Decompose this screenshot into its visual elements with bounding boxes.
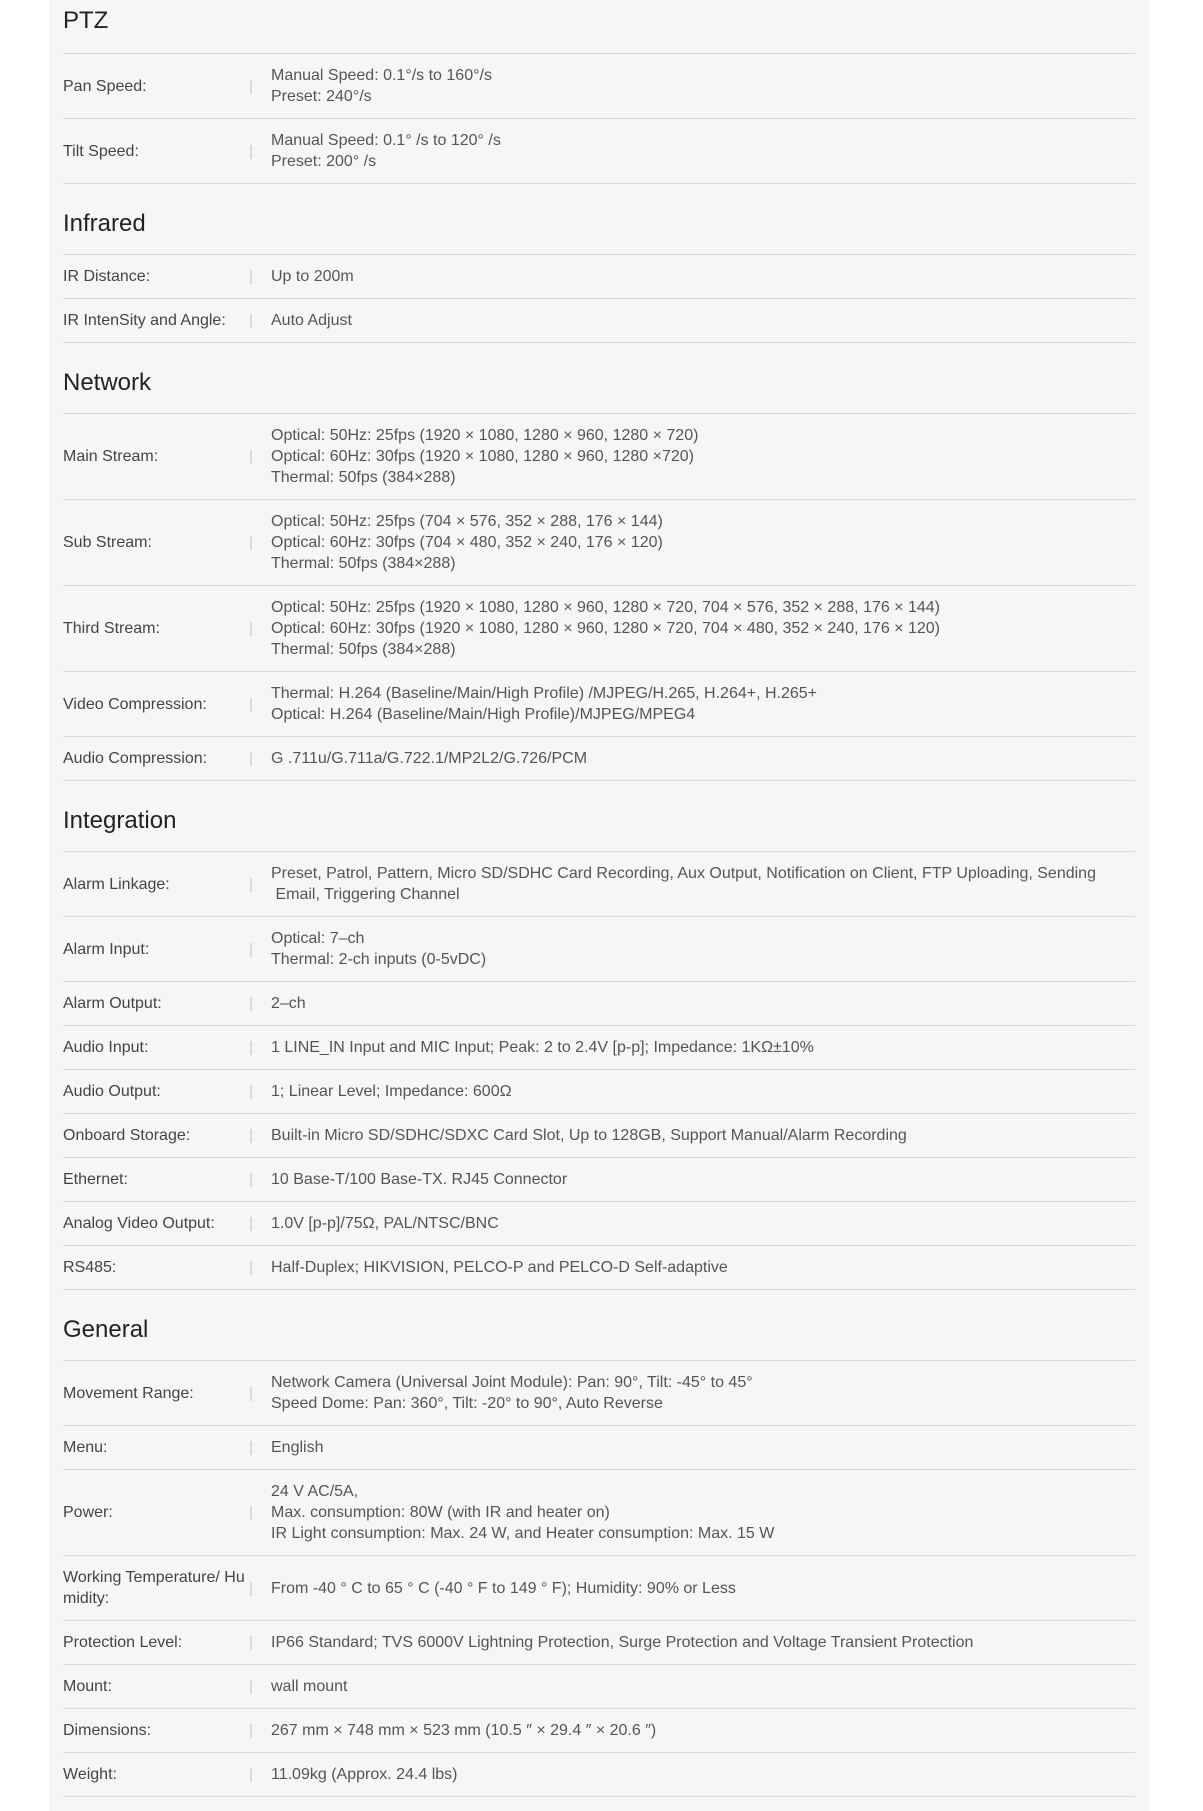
spec-value-line: IR Light consumption: Max. 24 W, and Heater consumption: Max. 15 W: [271, 1525, 775, 1542]
separator: |: [249, 142, 253, 160]
spec-value-line: Optical: 50Hz: 25fps (1920 × 1080, 1280 × 960, 1280 × 720, 704 × 576, 352 × 288, 176 × 144): [271, 599, 940, 616]
spec-value-line: Thermal: 50fps (384×288): [271, 555, 456, 572]
spec-value-line: Email, Triggering Channel: [271, 886, 460, 903]
spec-value-line: Preset: 200° /s: [271, 153, 377, 170]
section-title-integration: Integration: [63, 781, 1135, 852]
spec-value-line: Optical: 60Hz: 30fps (704 × 480, 352 × 240, 176 × 120): [271, 534, 663, 551]
separator: |: [249, 940, 253, 958]
spec-value-line: Optical: 60Hz: 30fps (1920 × 1080, 1280 × 960, 1280 ×720): [271, 448, 694, 465]
spec-label: Protection Level:: [63, 1634, 183, 1651]
section-title-ptz: PTZ: [63, 0, 1135, 54]
spec-value: [271, 310, 1135, 331]
spec-value: [271, 425, 1135, 488]
section-title-infrared: Infrared: [63, 184, 1135, 255]
spec-row-rs485: [63, 1246, 1135, 1290]
spec-value-line: IP66 Standard; TVS 6000V Lightning Protection, Surge Protection and Voltage Transient Protection: [271, 1634, 974, 1651]
spec-value: [271, 65, 1135, 107]
spec-label: Audio Output:: [63, 1083, 161, 1100]
spec-label: Mount:: [63, 1678, 112, 1695]
spec-value: [271, 1437, 1135, 1458]
spec-label: Tilt Speed:: [63, 142, 139, 160]
spec-value-line: Thermal: 50fps (384×288): [271, 641, 456, 658]
spec-value-line: Optical: 7–ch: [271, 930, 365, 947]
spec-value-line: 1; Linear Level; Impedance: 600Ω: [271, 1083, 512, 1100]
spec-row-dimensions: [63, 1709, 1135, 1753]
spec-row-weight: [63, 1753, 1135, 1797]
separator: |: [249, 1766, 253, 1783]
separator: |: [249, 1722, 253, 1739]
separator: |: [249, 1171, 253, 1188]
separator: |: [249, 534, 253, 551]
spec-row-analog-video-output: [63, 1202, 1135, 1246]
spec-label: Audio Input:: [63, 1039, 149, 1056]
spec-row-audio-compression: [63, 737, 1135, 781]
spec-value-line: G .711u/G.711a/G.722.1/MP2L2/G.726/PCM: [271, 750, 588, 767]
spec-value: [271, 1764, 1135, 1785]
spec-label: Third Stream:: [63, 620, 160, 637]
separator: |: [249, 1259, 253, 1276]
spec-label: Analog Video Output:: [63, 1215, 215, 1232]
spec-value-line: Half-Duplex; HIKVISION, PELCO-P and PELCO-D Self-adaptive: [271, 1259, 728, 1276]
spec-row-alarm-output: [63, 982, 1135, 1026]
spec-value-line: Built-in Micro SD/SDHC/SDXC Card Slot, Up to 128GB, Support Manual/Alarm Recording: [271, 1127, 907, 1144]
spec-row-video-compression: [63, 672, 1135, 737]
spec-label: Onboard Storage:: [63, 1127, 191, 1144]
spec-row-working-temperature: [63, 1556, 1135, 1621]
spec-value-line: 2–ch: [271, 995, 306, 1012]
spec-value-line: Thermal: 50fps (384×288): [271, 469, 456, 486]
separator: |: [249, 1579, 253, 1597]
spec-label: Movement Range:: [63, 1384, 194, 1402]
spec-row-menu: [63, 1426, 1135, 1470]
spec-value: [271, 1169, 1135, 1190]
separator: |: [249, 1634, 253, 1651]
spec-label: IR Distance:: [63, 268, 151, 285]
spec-value-line: Manual Speed: 0.1° /s to 120° /s: [271, 132, 501, 149]
separator: |: [249, 1127, 253, 1144]
spec-label: RS485:: [63, 1259, 117, 1276]
spec-value: [271, 1632, 1135, 1653]
spec-label: Menu:: [63, 1439, 108, 1456]
spec-value-line: English: [271, 1439, 324, 1456]
spec-value: [271, 1125, 1135, 1146]
spec-row-ethernet: [63, 1158, 1135, 1202]
spec-label: IR IntenSity and Angle:: [63, 312, 226, 329]
separator: |: [249, 620, 253, 637]
spec-value-line: Optical: 60Hz: 30fps (1920 × 1080, 1280 × 960, 1280 × 720, 704 × 480, 352 × 240, 176 × 120): [271, 620, 940, 637]
spec-value: [271, 1720, 1135, 1741]
separator: |: [249, 1083, 253, 1100]
spec-label: Main Stream:: [63, 448, 159, 465]
spec-row-mount: [63, 1665, 1135, 1709]
spec-row-ir-distance: [63, 255, 1135, 299]
spec-row-third-stream: [63, 586, 1135, 672]
spec-label: Pan Speed:: [63, 77, 147, 95]
separator: |: [249, 448, 253, 465]
spec-value-line: Optical: 50Hz: 25fps (1920 × 1080, 1280 × 960, 1280 × 720): [271, 427, 699, 444]
spec-sheet: [49, 0, 1149, 1811]
spec-value-line: Optical: 50Hz: 25fps (704 × 576, 352 × 288, 176 × 144): [271, 513, 663, 530]
spec-value: [271, 1481, 1135, 1544]
spec-label: Alarm Output:: [63, 995, 162, 1012]
spec-row-main-stream: [63, 414, 1135, 500]
spec-value-line: Auto Adjust: [271, 312, 352, 329]
spec-label: Alarm Linkage:: [63, 875, 170, 893]
spec-label: Audio Compression:: [63, 750, 208, 767]
spec-value-line: Preset, Patrol, Pattern, Micro SD/SDHC Card Recording, Aux Output, Notification on Client, FTP Uploading, Sending: [271, 865, 1096, 882]
section-title-network: Network: [63, 343, 1135, 414]
separator: |: [249, 77, 253, 95]
spec-value-line: From -40 ° C to 65 ° C (-40 ° F to 149 ° F); Humidity: 90% or Less: [271, 1579, 736, 1597]
separator: |: [249, 1039, 253, 1056]
spec-row-tilt-speed: [63, 119, 1135, 184]
spec-row-protection-level: [63, 1621, 1135, 1665]
spec-value: [271, 1372, 1135, 1414]
spec-value-line: Optical: H.264 (Baseline/Main/High Profile)/MJPEG/MPEG4: [271, 706, 696, 723]
separator: |: [249, 1384, 253, 1402]
spec-label: Sub Stream:: [63, 534, 152, 551]
spec-value-line: Thermal: 2-ch inputs (0-5vDC): [271, 951, 487, 968]
spec-label: Working Temperature/ Humidity:: [63, 1569, 245, 1607]
spec-row-onboard-storage: [63, 1114, 1135, 1158]
separator: |: [249, 695, 253, 713]
spec-value: [271, 748, 1135, 769]
section-title-general: General: [63, 1290, 1135, 1361]
spec-value: [271, 1578, 1135, 1599]
spec-row-power: [63, 1470, 1135, 1556]
spec-value-line: Max. consumption: 80W (with IR and heater on): [271, 1504, 610, 1521]
separator: |: [249, 312, 253, 329]
spec-row-audio-output: [63, 1070, 1135, 1114]
spec-row-ir-intensity: [63, 299, 1135, 343]
spec-value: [271, 597, 1135, 660]
separator: |: [249, 1215, 253, 1232]
separator: |: [249, 1678, 253, 1695]
separator: |: [249, 875, 253, 893]
spec-row-alarm-linkage: [63, 852, 1135, 917]
spec-value-line: Thermal: H.264 (Baseline/Main/High Profile) /MJPEG/H.265, H.264+, H.265+: [271, 685, 818, 702]
spec-value: [271, 1081, 1135, 1102]
spec-value: [271, 266, 1135, 287]
spec-value: [271, 683, 1135, 725]
spec-value-line: 267 mm × 748 mm × 523 mm (10.5 ″ × 29.4 ″ × 20.6 ″): [271, 1722, 657, 1739]
spec-value-line: 24 V AC/5A,: [271, 1483, 359, 1500]
separator: |: [249, 268, 253, 285]
spec-value-line: Preset: 240°/s: [271, 88, 372, 105]
spec-value-line: Manual Speed: 0.1°/s to 160°/s: [271, 67, 492, 84]
spec-row-audio-input: [63, 1026, 1135, 1070]
spec-value-line: 11.09kg (Approx. 24.4 lbs): [271, 1766, 458, 1783]
spec-value: [271, 130, 1135, 172]
spec-value-line: wall mount: [271, 1678, 348, 1695]
spec-value-line: 10 Base-T/100 Base-TX. RJ45 Connector: [271, 1171, 568, 1188]
spec-label: Video Compression:: [63, 695, 207, 713]
separator: |: [249, 1439, 253, 1456]
spec-value: [271, 863, 1135, 905]
spec-value-line: Up to 200m: [271, 268, 354, 285]
separator: |: [249, 750, 253, 767]
spec-value: [271, 993, 1135, 1014]
spec-value-line: 1.0V [p-p]/75Ω, PAL/NTSC/BNC: [271, 1215, 499, 1232]
spec-value: [271, 1213, 1135, 1234]
separator: |: [249, 995, 253, 1012]
spec-value-line: Network Camera (Universal Joint Module): Pan: 90°, Tilt: -45° to 45°: [271, 1374, 753, 1391]
spec-row-movement-range: [63, 1361, 1135, 1426]
spec-value: [271, 1037, 1135, 1058]
spec-value: [271, 1257, 1135, 1278]
spec-value: [271, 1676, 1135, 1697]
spec-content: [63, 0, 1135, 1797]
spec-label: Alarm Input:: [63, 940, 150, 958]
spec-row-alarm-input: [63, 917, 1135, 982]
spec-label: Power:: [63, 1504, 113, 1521]
spec-label: Ethernet:: [63, 1171, 128, 1188]
spec-value: [271, 511, 1135, 574]
spec-row-pan-speed: [63, 54, 1135, 119]
spec-row-sub-stream: [63, 500, 1135, 586]
spec-label: Weight:: [63, 1766, 117, 1783]
separator: |: [249, 1504, 253, 1521]
spec-value: [271, 928, 1135, 970]
spec-value-line: 1 LINE_IN Input and MIC Input; Peak: 2 to 2.4V [p-p]; Impedance: 1KΩ±10%: [271, 1039, 814, 1056]
spec-value-line: Speed Dome: Pan: 360°, Tilt: -20° to 90°, Auto Reverse: [271, 1395, 663, 1412]
spec-label: Dimensions:: [63, 1722, 152, 1739]
